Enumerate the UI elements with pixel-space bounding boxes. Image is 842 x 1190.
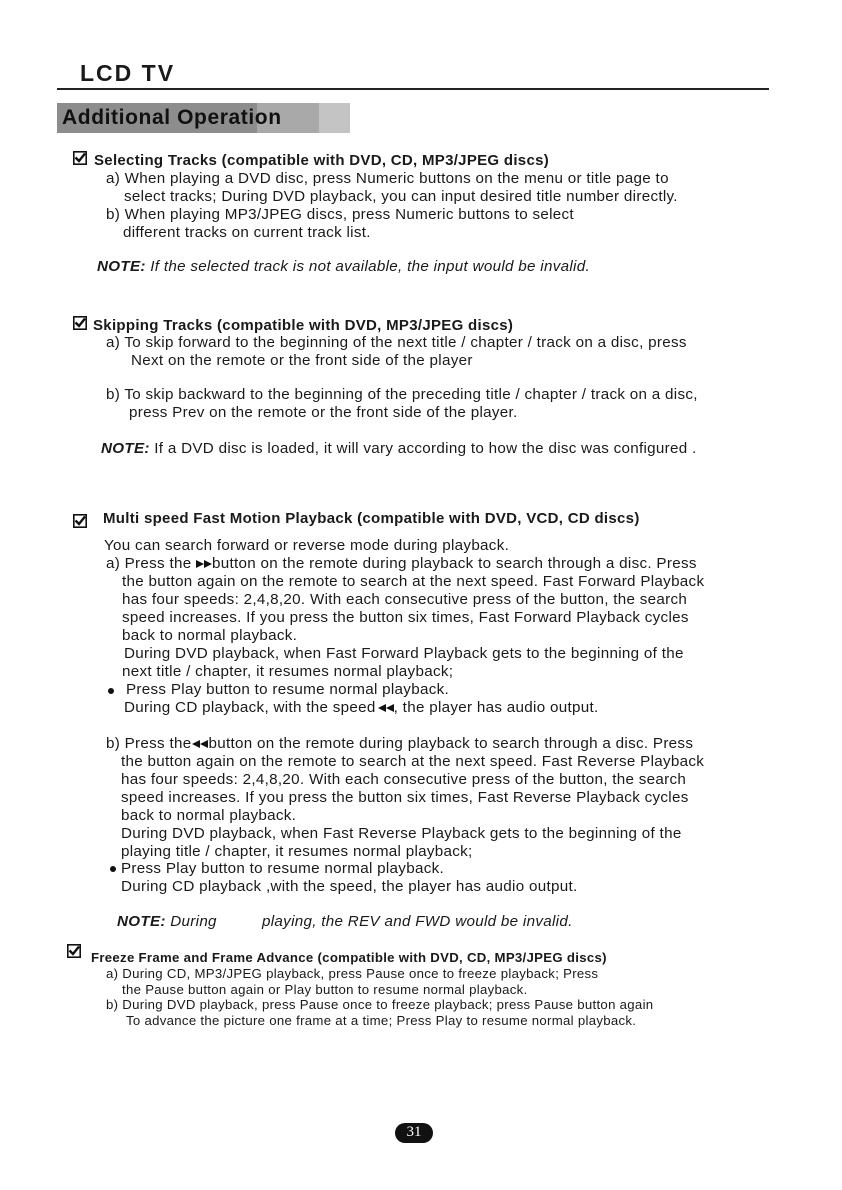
- rewind-icon: [386, 704, 394, 712]
- rewind-icon: [378, 704, 386, 712]
- note-text: If a DVD disc is loaded, it will vary according to how the disc was configured .: [149, 440, 697, 457]
- multispeed-line: speed increases. If you press the button six times, Fast Reverse Playback cycles: [121, 789, 689, 806]
- multispeed-line: back to normal playback.: [121, 807, 297, 824]
- fast-forward-icon: [196, 560, 204, 568]
- text-run: During CD playback, with the speed: [124, 699, 376, 716]
- page-number: 31: [406, 1124, 422, 1140]
- multispeed-line: Press Play button to resume normal playback.: [126, 681, 450, 698]
- skipping-tracks-heading: Skipping Tracks (compatible with DVD, MP3/JPEG discs): [93, 317, 514, 334]
- note-label: NOTE:: [101, 440, 150, 457]
- multispeed-line: During DVD playback, when Fast Reverse Playback gets to the beginning of the: [121, 825, 682, 842]
- multispeed-cd-line: [124, 699, 599, 716]
- multispeed-line: has four speeds: 2,4,8,20. With each consecutive press of the button, the search: [121, 771, 687, 788]
- multispeed-line: playing title / chapter, it resumes normal playback;: [121, 843, 473, 860]
- note-text: If the selected track is not available, the input would be invalid.: [145, 258, 590, 275]
- freeze-line: the Pause button again or Play button to resume normal playback.: [122, 982, 528, 997]
- checkbox-bullet-icon: [67, 944, 81, 958]
- fast-forward-icon: [204, 560, 212, 568]
- multispeed-line: speed increases. If you press the button six times, Fast Forward Playback cycles: [122, 609, 689, 626]
- text-run: button on the remote during playback to search through a disc. Press: [208, 735, 694, 752]
- multispeed-line: the button again on the remote to search at the next speed. Fast Forward Playback: [122, 573, 705, 590]
- multispeed-line: next title / chapter, it resumes normal playback;: [122, 663, 454, 680]
- bullet-dot: [108, 688, 114, 694]
- multispeed-note: [117, 913, 573, 930]
- note-label: NOTE:: [117, 913, 166, 930]
- selecting-tracks-heading: Selecting Tracks (compatible with DVD, CD, MP3/JPEG discs): [94, 152, 550, 169]
- selecting-line: different tracks on current track list.: [123, 224, 371, 241]
- skipping-line: press Prev on the remote or the front side of the player.: [129, 404, 518, 421]
- skipping-note: [101, 440, 697, 457]
- freeze-line: To advance the picture one frame at a time; Press Play to resume normal playback.: [126, 1013, 637, 1028]
- multispeed-line: During CD playback ,with the speed, the player has audio output.: [121, 878, 578, 895]
- text-run: , the player has audio output.: [393, 699, 599, 716]
- multispeed-line: has four speeds: 2,4,8,20. With each consecutive press of the button, the search: [122, 591, 688, 608]
- multispeed-line: back to normal playback.: [122, 627, 298, 644]
- multispeed-line: Press Play button to resume normal playback.: [121, 860, 445, 877]
- selecting-line: b) When playing MP3/JPEG discs, press Numeric buttons to select: [106, 206, 574, 223]
- note-text: During playing, the REV and FWD would be invalid.: [165, 913, 573, 930]
- freeze-frame-heading: Freeze Frame and Frame Advance (compatible with DVD, CD, MP3/JPEG discs): [91, 950, 607, 965]
- selecting-line: select tracks; During DVD playback, you can input desired title number directly.: [124, 188, 678, 205]
- text-run: button on the remote during playback to search through a disc. Press: [212, 555, 697, 572]
- checkbox-bullet-icon: [73, 316, 87, 330]
- multispeed-b-line: [106, 735, 693, 752]
- selecting-line: a) When playing a DVD disc, press Numeric buttons on the menu or title page to: [106, 170, 669, 187]
- header-divider: [57, 88, 769, 90]
- skipping-line: Next on the remote or the front side of the player: [131, 352, 473, 369]
- page-header-title: LCD TV: [80, 60, 176, 86]
- text-run: b) Press the: [106, 735, 192, 752]
- multispeed-line: the button again on the remote to search at the next speed. Fast Reverse Playback: [121, 753, 705, 770]
- multispeed-intro: You can search forward or reverse mode during playback.: [104, 537, 510, 554]
- text-run: a) Press the: [106, 555, 196, 572]
- freeze-line: a) During CD, MP3/JPEG playback, press Pause once to freeze playback; Press: [106, 966, 599, 981]
- checkbox-bullet-icon: [73, 151, 87, 165]
- selecting-note: [97, 258, 590, 275]
- skipping-line: b) To skip backward to the beginning of the preceding title / chapter / track on a disc,: [106, 386, 698, 403]
- bullet-dot: [110, 866, 116, 872]
- freeze-line: b) During DVD playback, press Pause once to freeze playback; press Pause button again: [106, 997, 654, 1012]
- multispeed-line: During DVD playback, when Fast Forward Playback gets to the beginning of the: [124, 645, 684, 662]
- skipping-line: a) To skip forward to the beginning of the next title / chapter / track on a disc, press: [106, 334, 687, 351]
- multispeed-a-line: [106, 555, 697, 572]
- rewind-icon: [192, 740, 200, 748]
- note-label: NOTE:: [97, 258, 146, 275]
- multispeed-heading: Multi speed Fast Motion Playback (compatible with DVD, VCD, CD discs): [103, 510, 640, 527]
- section-banner-title: Additional Operation: [62, 106, 282, 129]
- checkbox-bullet-icon: [73, 514, 87, 528]
